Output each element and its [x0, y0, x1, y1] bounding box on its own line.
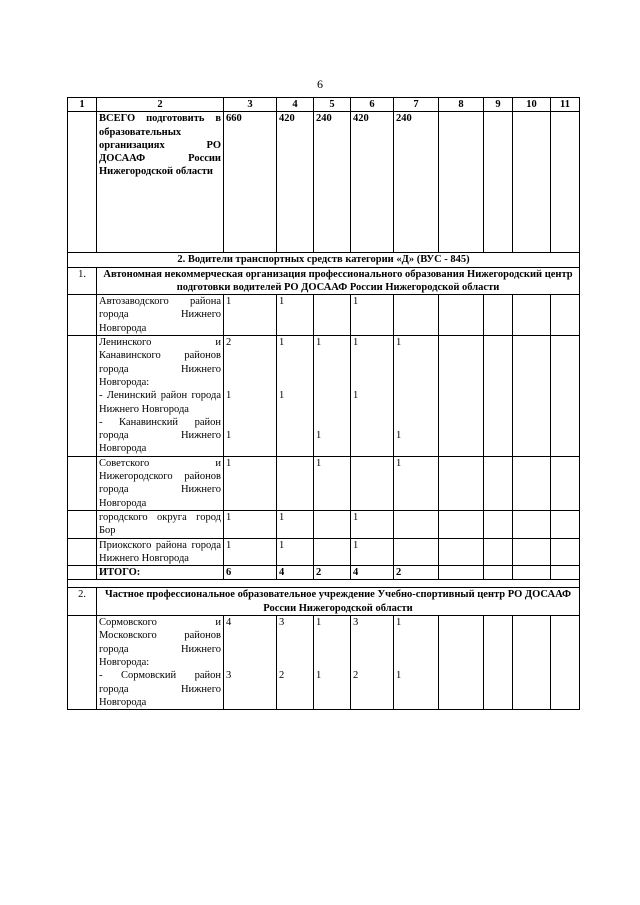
table-cell: 1 [351, 510, 394, 538]
district-sub-label: - Сормовский район города Нижнего Новгорода [99, 670, 221, 708]
table-cell: 1 [394, 456, 439, 510]
organization-heading-row [68, 267, 580, 295]
table-cell: 4 3 [224, 616, 277, 710]
page-number: 6 [317, 77, 323, 91]
table-cell [351, 456, 394, 510]
table-cell: 240 [394, 112, 439, 253]
district-label: Советского и Нижегородского районов города Нижнего Новгорода [97, 456, 224, 510]
table-cell [439, 112, 484, 253]
subtotal-label: ИТОГО: [97, 566, 224, 580]
table-cell: 1 1 [277, 336, 314, 457]
table-row [68, 336, 580, 457]
district-label [97, 616, 224, 710]
district-label [97, 336, 224, 457]
table-cell: 1 1 [314, 336, 351, 457]
table-cell [513, 112, 551, 253]
grand-total-row [68, 112, 580, 253]
column-header: 4 [277, 98, 314, 112]
table-cell: 4 [277, 566, 314, 580]
district-label: Приокского района города Нижнего Новгорода [97, 538, 224, 566]
table-row [68, 538, 580, 566]
column-header: 5 [314, 98, 351, 112]
organization-number: 2. [68, 588, 97, 616]
grand-total-label: ВСЕГО подготовить в образовательных организациях РО ДОСААФ России Нижегородской области [97, 112, 224, 253]
table-cell: 420 [277, 112, 314, 253]
organization-heading-row [68, 588, 580, 616]
table-cell: 3 2 [277, 616, 314, 710]
table-cell [314, 295, 351, 336]
organization-title: Автономная некоммерческая организация профессионального образования Нижегородский центр подготовки водителей РО ДОСААФ России Нижегородской области [97, 267, 580, 295]
district-group-label: Сормовского и Московского районов города Нижнего Новгорода: [99, 617, 221, 668]
table-cell [314, 510, 351, 538]
column-header: 11 [551, 98, 580, 112]
table-row [68, 456, 580, 510]
subtotal-row [68, 566, 580, 580]
table-cell: 1 1 [394, 616, 439, 710]
organization-number: 1. [68, 267, 97, 295]
table-cell: 1 [224, 456, 277, 510]
table-row [68, 295, 580, 336]
table-cell [394, 510, 439, 538]
column-header: 1 [68, 98, 97, 112]
table-cell: 1 [224, 510, 277, 538]
table-cell: 3 2 [351, 616, 394, 710]
table-row [68, 616, 580, 710]
section-heading-row [68, 253, 580, 267]
table-cell: 420 [351, 112, 394, 253]
table-cell: 1 [277, 295, 314, 336]
table-cell: 240 [314, 112, 351, 253]
table-cell: 1 1 [314, 616, 351, 710]
table-cell: 4 [351, 566, 394, 580]
district-group-label: Ленинского и Канавинского районов города Нижнего Новгорода: [99, 337, 221, 388]
table-cell [394, 295, 439, 336]
table-cell: 1 [351, 295, 394, 336]
column-header: 7 [394, 98, 439, 112]
plan-table [67, 97, 580, 710]
column-header: 3 [224, 98, 277, 112]
table-cell [277, 456, 314, 510]
table-cell [551, 112, 580, 253]
table-row [68, 510, 580, 538]
column-header: 6 [351, 98, 394, 112]
table-cell: 1 [277, 538, 314, 566]
organization-title: Частное профессиональное образовательное учреждение Учебно-спортивный центр РО ДОСААФ России Нижегородской области [97, 588, 580, 616]
section-title: 2. Водители транспортных средств категории «Д» (ВУС - 845) [68, 253, 580, 267]
table-cell: 2 [394, 566, 439, 580]
table-cell: 2 [314, 566, 351, 580]
table-cell: 1 [351, 538, 394, 566]
table-cell: 6 [224, 566, 277, 580]
table-cell: 1 1 [394, 336, 439, 457]
district-label: Автозаводского района города Нижнего Новгорода [97, 295, 224, 336]
table-cell: 2 1 1 [224, 336, 277, 457]
column-header: 9 [484, 98, 513, 112]
table-cell: 1 [314, 456, 351, 510]
table-cell [484, 112, 513, 253]
column-header: 10 [513, 98, 551, 112]
table-cell: 1 [224, 538, 277, 566]
table-cell: 1 1 [351, 336, 394, 457]
column-header: 2 [97, 98, 224, 112]
district-sub-label: - Канавинский район города Нижнего Новгорода [99, 416, 221, 455]
table-cell: 1 [277, 510, 314, 538]
column-header: 8 [439, 98, 484, 112]
district-sub-label: - Ленинский район города Нижнего Новгорода [99, 390, 221, 415]
column-numbers-row [68, 98, 580, 112]
table-cell: 1 [224, 295, 277, 336]
table-cell [314, 538, 351, 566]
table-cell [394, 538, 439, 566]
district-label: городского округа город Бор [97, 510, 224, 538]
table-cell: 660 [224, 112, 277, 253]
